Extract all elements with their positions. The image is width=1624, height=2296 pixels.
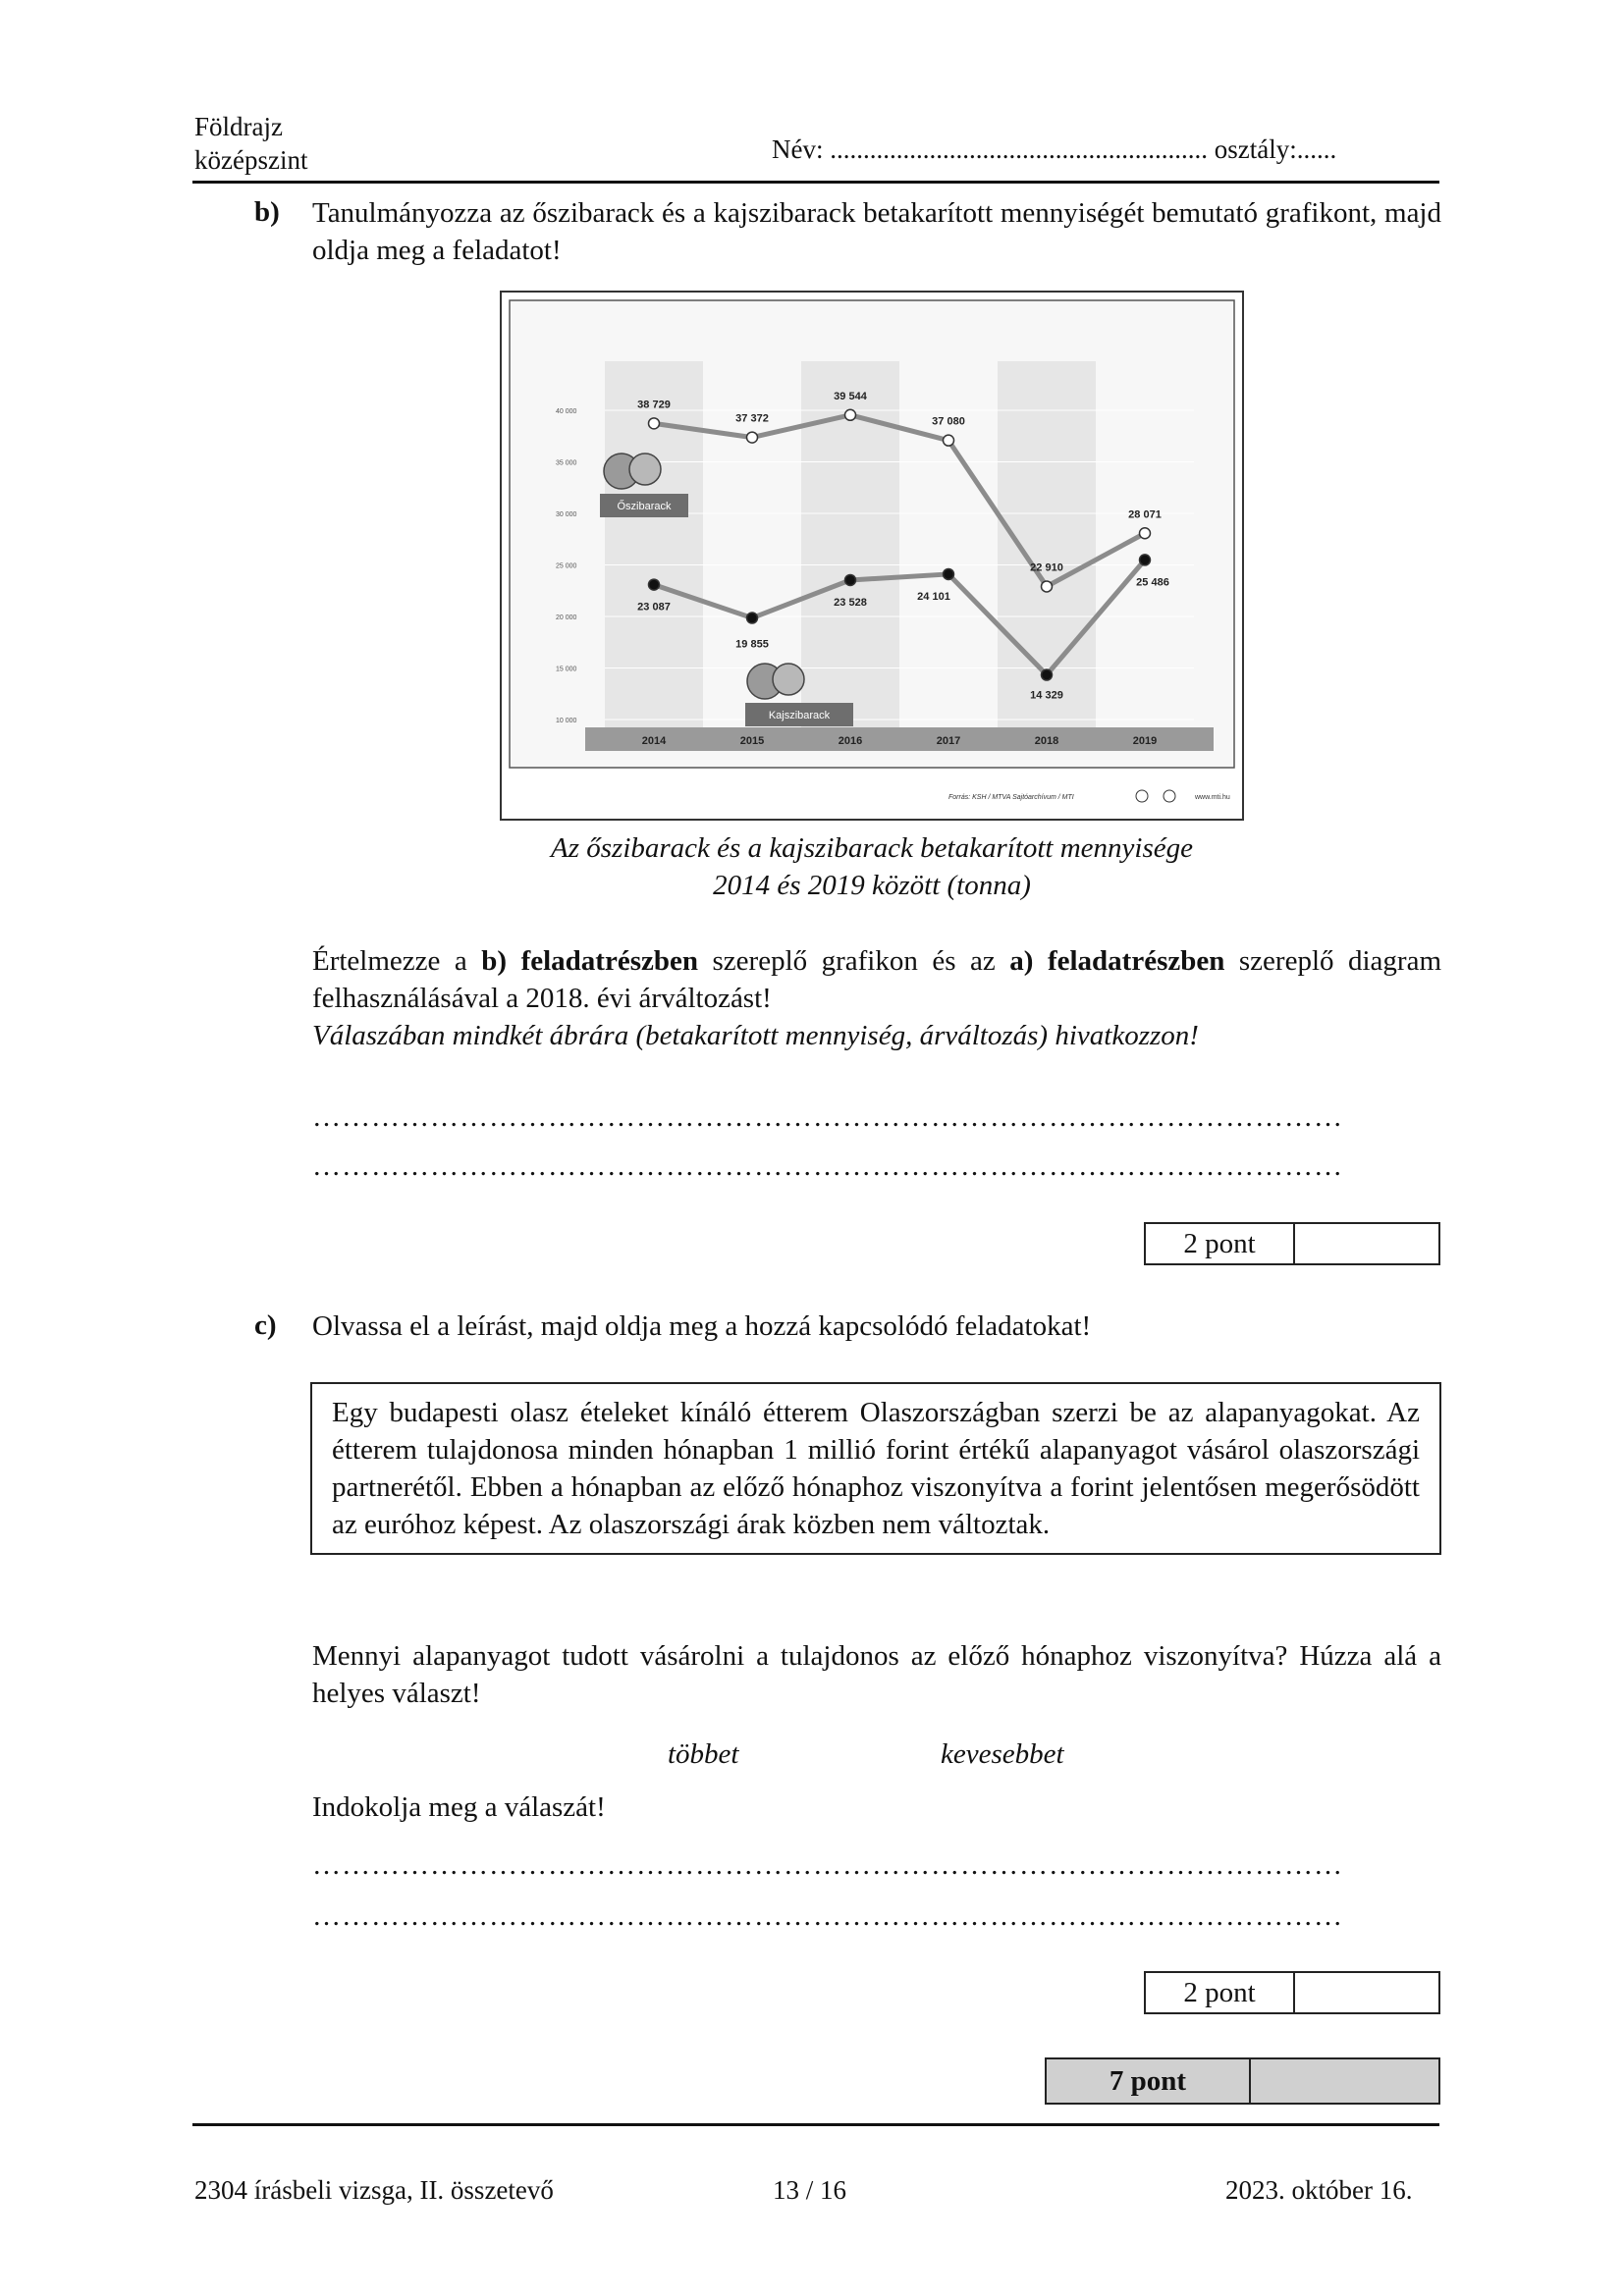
task-c-question: Mennyi alapanyagot tudott vásárolni a tulajdonos az előző hónaphoz viszonyítva? Húzza alá a helyes választ! [312, 1640, 1441, 1709]
name-class-field[interactable]: Név: ......................................................... osztály:...... [772, 134, 1337, 164]
y-tick-label: 15 000 [556, 666, 577, 673]
data-point [944, 435, 954, 446]
data-label: 19 855 [735, 638, 769, 651]
x-axis-bar [585, 727, 1214, 751]
subject-name: Földrajz [194, 112, 283, 141]
points-box-c [1144, 1971, 1440, 2014]
y-tick-label: 30 000 [556, 511, 577, 518]
question-ref-a: a) feladatrészben [1009, 945, 1225, 977]
y-tick-label: 40 000 [556, 408, 577, 415]
x-tick-label: 2018 [1034, 735, 1059, 747]
total-points-label: 7 pont [1047, 2059, 1251, 2103]
x-tick-label: 2015 [739, 735, 765, 747]
x-tick-label: 2019 [1132, 735, 1158, 747]
question-text-2: szereplő grafikon és az [698, 945, 1010, 977]
question-ref-b: b) feladatrészben [481, 945, 698, 977]
data-label: 23 087 [637, 601, 671, 614]
chart-site: www.mti.hu [1195, 794, 1230, 801]
subject-header [194, 110, 307, 177]
total-points-box [1045, 2057, 1440, 2105]
subject-level: középszint [194, 145, 308, 175]
chart-svg [502, 293, 1242, 819]
answer-line[interactable]: …………………………………………………………………………………………… [312, 1101, 1343, 1133]
y-tick-label: 20 000 [556, 614, 577, 621]
chart-source: Forrás: KSH / MTVA Sajtóarchívum / MTI [948, 794, 1074, 801]
y-tick-label: 10 000 [556, 718, 577, 724]
footer-divider [192, 2123, 1439, 2126]
x-tick-label: 2016 [838, 735, 863, 747]
peach-image [629, 454, 661, 485]
x-tick-label: 2014 [641, 735, 667, 747]
task-c-letter: c) [254, 1309, 277, 1341]
points-score-field[interactable] [1295, 1973, 1438, 2012]
logo-icon [1164, 790, 1175, 802]
y-tick-label: 25 000 [556, 562, 577, 570]
points-label: 2 pont [1146, 1973, 1295, 2012]
data-point [649, 579, 660, 590]
year-band [605, 361, 703, 727]
chart-caption [461, 829, 1282, 904]
data-point [649, 418, 660, 429]
data-point [1042, 669, 1053, 680]
data-point [845, 409, 856, 420]
points-box-b [1144, 1222, 1440, 1265]
question-text-1: Értelmezze a [312, 945, 482, 977]
answer-line[interactable]: …………………………………………………………………………………………… [312, 1150, 1343, 1182]
data-label: 22 910 [1030, 561, 1063, 574]
answer-line[interactable]: …………………………………………………………………………………………… [312, 1849, 1343, 1881]
data-point [845, 574, 856, 585]
task-b-letter: b) [254, 196, 280, 228]
data-label: 28 071 [1128, 508, 1162, 521]
data-label: 24 101 [917, 590, 950, 603]
data-point [747, 432, 758, 443]
header-divider [192, 181, 1439, 184]
apricot-image [773, 664, 804, 695]
logo-icon [1136, 790, 1148, 802]
points-label: 2 pont [1146, 1224, 1295, 1263]
legend-label: Kajszibarack [768, 710, 831, 721]
justify-prompt: Indokolja meg a válaszát! [312, 1791, 606, 1823]
task-b-instruction: Tanulmányozza az őszibarack és a kajszibarack betakarított mennyiségét bemutató grafikont, majd oldja meg a feladatot! [312, 197, 1441, 266]
data-label: 14 329 [1030, 689, 1063, 702]
data-label: 38 729 [637, 399, 671, 411]
data-label: 23 528 [834, 596, 867, 609]
points-score-field[interactable] [1295, 1224, 1438, 1263]
harvest-line-chart [500, 291, 1244, 821]
question-text-3: szereplő diagram felhasználásával a 2018. évi árváltozást! [312, 945, 1442, 1014]
data-label: 37 372 [735, 412, 769, 425]
answer-line[interactable]: …………………………………………………………………………………………… [312, 1900, 1343, 1932]
total-score-field[interactable] [1251, 2059, 1438, 2103]
data-label: 25 486 [1136, 576, 1169, 589]
data-point [1140, 528, 1151, 539]
option-more[interactable]: többet [668, 1738, 739, 1770]
data-label: 39 544 [834, 390, 867, 402]
task-c-instruction: Olvassa el a leírást, majd oldja meg a hozzá kapcsolódó feladatokat! [312, 1310, 1092, 1342]
page-number: 13 / 16 [773, 2175, 847, 2205]
legend-label: Őszibarack [617, 501, 672, 512]
x-tick-label: 2017 [936, 735, 961, 747]
description-box: Egy budapesti olasz ételeket kínáló étterem Olaszországban szerzi be az alapanyagokat. Az étterem tulajdonosa minden hónapban 1 millió forint értékű alapanyagot vásárol olaszországi partnerétől. Ebben a hónapban az előző hónaphoz viszonyítva a forint jelentősen megerősödött az euróhoz képest. Az olaszországi árak közben nem változtak. [310, 1382, 1441, 1555]
chart-caption-line2: 2014 és 2019 között (tonna) [713, 870, 1031, 901]
option-less[interactable]: kevesebbet [941, 1738, 1064, 1770]
data-point [747, 613, 758, 623]
data-point [1042, 581, 1053, 592]
footer-date: 2023. október 16. [1225, 2175, 1413, 2205]
y-tick-label: 35 000 [556, 459, 577, 467]
footer-exam-code: 2304 írásbeli vizsga, II. összetevő [194, 2175, 554, 2205]
data-label: 37 080 [932, 415, 965, 428]
data-point [1140, 555, 1151, 565]
task-b-hint: Válaszában mindkét ábrára (betakarított mennyiség, árváltozás) hivatkozzon! [312, 1020, 1199, 1051]
chart-caption-line1: Az őszibarack és a kajszibarack betakarított mennyisége [551, 832, 1193, 864]
task-b-question [312, 942, 1441, 1017]
data-point [944, 568, 954, 579]
